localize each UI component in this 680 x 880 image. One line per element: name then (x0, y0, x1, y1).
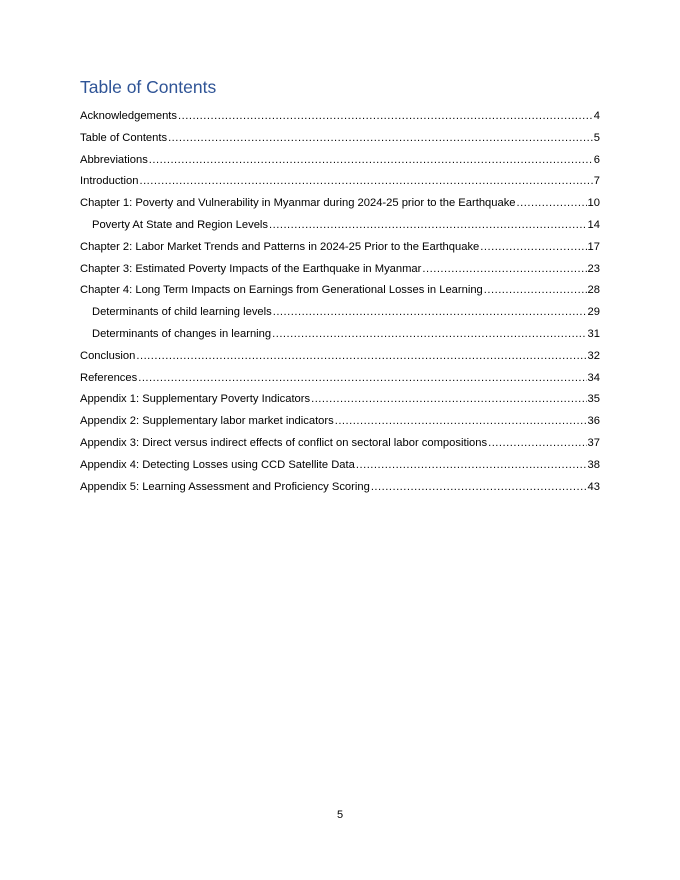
dot-leader (139, 171, 592, 193)
dot-leader (311, 389, 586, 411)
dot-leader (488, 433, 586, 455)
toc-entry-label: Abbreviations (80, 153, 148, 166)
toc-entry[interactable] (80, 128, 600, 150)
toc-entry-page: 38 (587, 458, 600, 471)
toc-entry-label: Chapter 3: Estimated Poverty Impacts of the Earthquake in Myanmar (80, 262, 422, 275)
dot-leader (356, 455, 587, 477)
dot-leader (136, 346, 586, 368)
page-title: Table of Contents (80, 77, 217, 97)
toc-entry-label: Introduction (80, 175, 139, 188)
dot-leader (269, 215, 587, 237)
toc-entry[interactable] (80, 259, 600, 281)
toc-entry[interactable] (80, 389, 600, 411)
toc-entry-page: 14 (587, 218, 600, 231)
toc-entry-page: 17 (587, 240, 600, 253)
toc-entry-page: 5 (593, 131, 600, 144)
dot-leader (138, 368, 586, 390)
toc-entry-page: 32 (587, 349, 600, 362)
dot-leader (422, 259, 586, 281)
toc-entry-page: 36 (587, 415, 600, 428)
toc-entry-label: Table of Contents (80, 131, 168, 144)
toc-entry[interactable] (80, 411, 600, 433)
dot-leader (480, 237, 586, 259)
toc-entry-label: Determinants of changes in learning (92, 327, 272, 340)
toc-list (80, 106, 600, 498)
toc-entry[interactable] (80, 477, 600, 499)
toc-entry[interactable] (80, 280, 600, 302)
toc-entry-page: 31 (587, 327, 600, 340)
toc-entry-label: Appendix 4: Detecting Losses using CCD Satellite Data (80, 458, 355, 471)
dot-leader (272, 324, 586, 346)
dot-leader (517, 193, 587, 215)
page-number: 5 (336, 809, 344, 821)
toc-entry[interactable] (80, 368, 600, 390)
dot-leader (178, 106, 593, 128)
toc-entry-page: 35 (587, 393, 600, 406)
toc-entry-label: Chapter 2: Labor Market Trends and Patterns in 2024-25 Prior to the Earthquake (80, 240, 480, 253)
toc-entry-label: Appendix 1: Supplementary Poverty Indicators (80, 393, 311, 406)
toc-entry[interactable] (80, 193, 600, 215)
dot-leader (371, 477, 587, 499)
toc-entry-label: Poverty At State and Region Levels (92, 218, 269, 231)
toc-entry-page: 7 (593, 175, 600, 188)
toc-entry-label: Conclusion (80, 349, 136, 362)
toc-entry-page: 37 (587, 436, 600, 449)
toc-entry-page: 23 (587, 262, 600, 275)
dot-leader (149, 150, 593, 172)
toc-entry-page: 34 (587, 371, 600, 384)
toc-entry[interactable] (80, 215, 600, 237)
toc-entry[interactable] (80, 455, 600, 477)
toc-entry[interactable] (80, 324, 600, 346)
toc-entry-label: Appendix 3: Direct versus indirect effects of conflict on sectoral labor compositions (80, 436, 488, 449)
toc-entry-label: Chapter 4: Long Term Impacts on Earnings from Generational Losses in Learning (80, 284, 483, 297)
toc-entry[interactable] (80, 433, 600, 455)
toc-entry-label: References (80, 371, 138, 384)
toc-entry[interactable] (80, 237, 600, 259)
toc-entry-label: Chapter 1: Poverty and Vulnerability in Myanmar during 2024-25 prior to the Earthquake (80, 197, 516, 210)
dot-leader (335, 411, 587, 433)
toc-entry-label: Appendix 2: Supplementary labor market indicators (80, 415, 334, 428)
toc-entry-page: 4 (593, 110, 600, 122)
toc-entry-page: 29 (587, 306, 600, 319)
toc-entry-page: 28 (587, 284, 600, 297)
toc-entry[interactable] (80, 106, 600, 128)
toc-entry[interactable] (80, 150, 600, 172)
dot-leader (484, 280, 587, 302)
toc-entry-page: 43 (587, 480, 600, 493)
toc-entry-page: 10 (587, 197, 600, 210)
toc-entry-label: Appendix 5: Learning Assessment and Proficiency Scoring (80, 480, 370, 493)
toc-entry[interactable] (80, 346, 600, 368)
toc-entry-page: 6 (593, 153, 600, 166)
toc-entry-label: Determinants of child learning levels (92, 306, 272, 319)
toc-entry-label: Acknowledgements (80, 110, 178, 122)
toc-entry[interactable] (80, 302, 600, 324)
dot-leader (273, 302, 587, 324)
toc-entry[interactable] (80, 171, 600, 193)
dot-leader (168, 128, 593, 150)
